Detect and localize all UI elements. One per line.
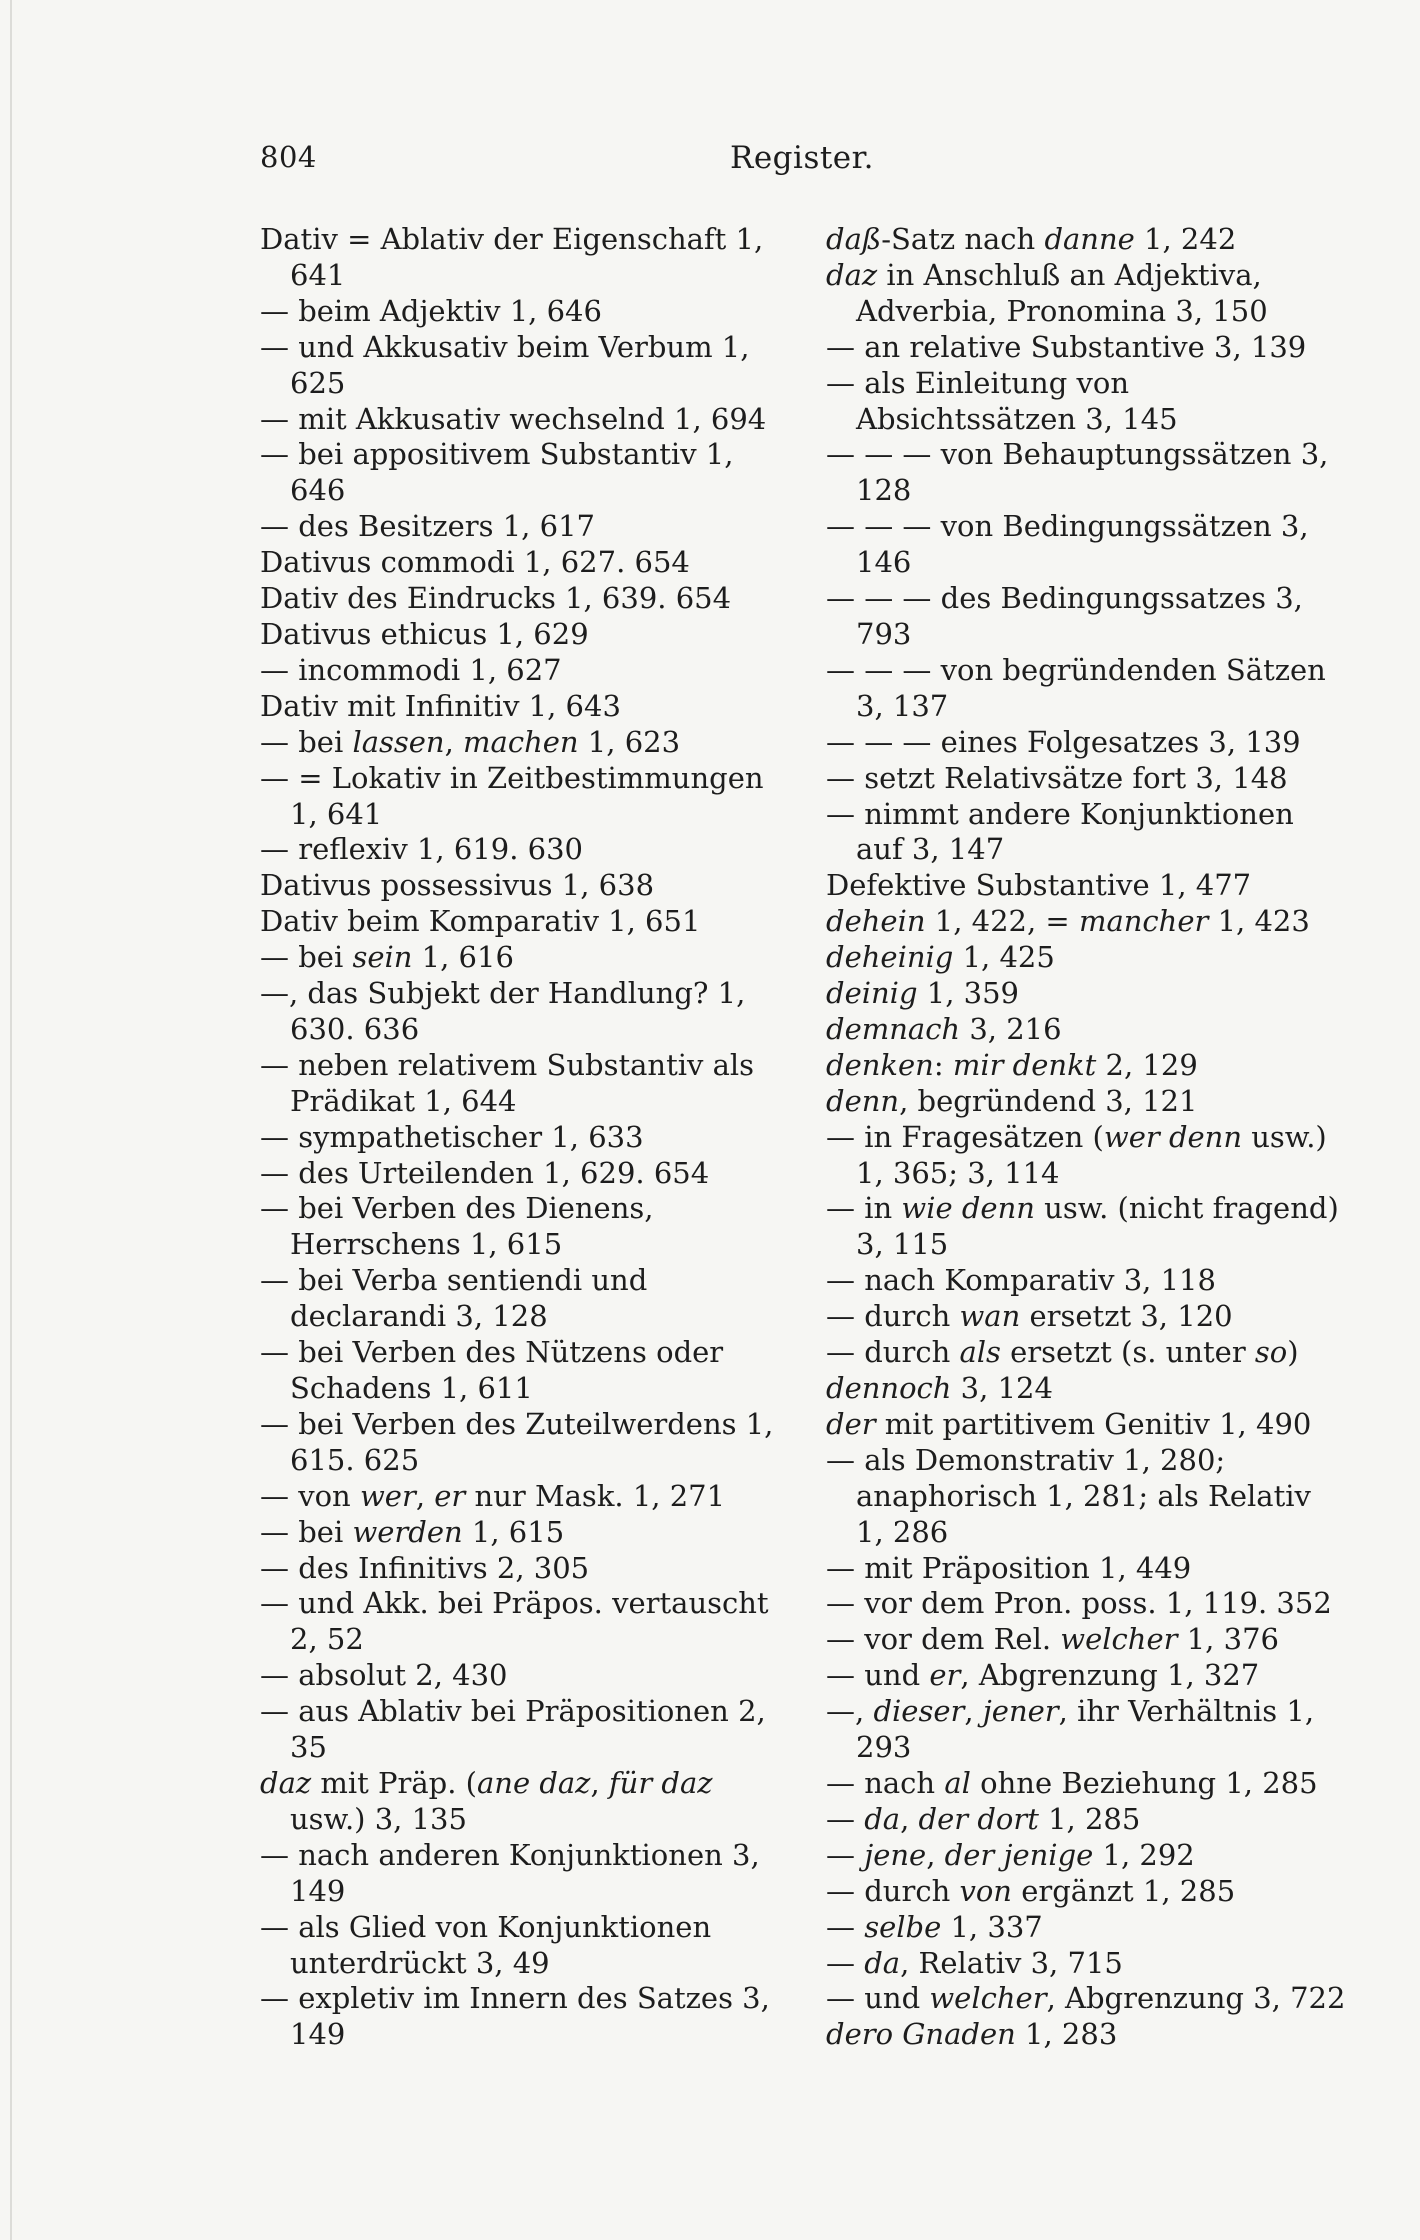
index-entry: —, dieser, jener, ihr Verhältnis 1, 293 — [826, 1694, 1315, 1765]
index-entry: — neben relativem Substantiv als Prädikat 1, 644 — [260, 1047, 755, 1118]
index-entry: Dativus possessivus 1, 638 — [260, 868, 655, 903]
index-entry: — da, der dort 1, 285 — [826, 1801, 1141, 1836]
index-entry: — in wie denn usw. (nicht fragend) 3, 115 — [826, 1191, 1339, 1262]
index-entry: — des Besitzers 1, 617 — [260, 509, 595, 544]
index-entry: — bei werden 1, 615 — [260, 1514, 565, 1549]
index-entry: — bei Verben des Nützens oder Schadens 1, 611 — [260, 1335, 724, 1405]
index-entry: — des Urteilenden 1, 629. 654 — [260, 1155, 710, 1190]
index-entry: — als Glied von Konjunktionen unterdrückt 3, 49 — [260, 1909, 712, 1980]
index-entry: — und Akk. bei Präpos. vertauscht 2, 52 — [260, 1586, 769, 1657]
index-entry: — bei sein 1, 616 — [260, 940, 514, 975]
index-entry: — durch als ersetzt (s. unter so) — [826, 1335, 1299, 1370]
index-entry: daz in Anschluß an Adjektiva, Adverbia, Pronomina 3, 150 — [826, 257, 1268, 328]
index-entry: — incommodi 1, 627 — [260, 652, 562, 687]
index-entry: — nach anderen Konjunktionen 3, 149 — [260, 1837, 760, 1908]
index-entry: — — — von Bedingungssätzen 3, 146 — [826, 509, 1309, 580]
index-entry: — und welcher, Abgrenzung 3, 722 — [826, 1981, 1346, 2016]
index-entry: — bei lassen, machen 1, 623 — [260, 724, 681, 759]
index-entry: — durch wan ersetzt 3, 120 — [826, 1299, 1233, 1334]
index-entry: — des Infinitivs 2, 305 — [260, 1550, 590, 1585]
index-entry: — als Demonstrativ 1, 280; anaphorisch 1, 281; als Relativ 1, 286 — [826, 1442, 1311, 1549]
index-entry: demnach 3, 216 — [826, 1011, 1062, 1046]
index-entry: — da, Relativ 3, 715 — [826, 1945, 1123, 1980]
index-entry: — bei Verba sentiendi und declarandi 3, 128 — [260, 1263, 648, 1334]
index-entry: — setzt Relativsätze fort 3, 148 — [826, 760, 1288, 795]
index-entry: — durch von ergänzt 1, 285 — [826, 1873, 1236, 1908]
index-entry: — expletiv im Innern des Satzes 3, 149 — [260, 1981, 770, 2052]
index-entry: deinig 1, 359 — [826, 976, 1019, 1011]
index-entry: — mit Präposition 1, 449 — [826, 1550, 1192, 1585]
page-number: 804 — [260, 140, 317, 174]
index-entry: — — — von Behauptungssätzen 3, 128 — [826, 437, 1329, 508]
index-column-left — [260, 222, 780, 2053]
index-entry: Dativ mit Infinitiv 1, 643 — [260, 688, 621, 723]
index-entry: — und er, Abgrenzung 1, 327 — [826, 1658, 1260, 1693]
index-entry: — von wer, er nur Mask. 1, 271 — [260, 1478, 726, 1513]
index-entry: — — — des Bedingungssatzes 3, 793 — [826, 581, 1303, 651]
index-entry: — als Einleitung von Absichtssätzen 3, 145 — [826, 365, 1178, 436]
index-entry: deheinig 1, 425 — [826, 940, 1055, 975]
index-entry: — beim Adjektiv 1, 646 — [260, 293, 602, 328]
index-entry: —, das Subjekt der Handlung? 1, 630. 636 — [260, 976, 746, 1046]
index-entry: denn, begründend 3, 121 — [826, 1083, 1198, 1118]
index-entry: denken: mir denkt 2, 129 — [826, 1047, 1198, 1082]
index-entry: — vor dem Pron. poss. 1, 119. 352 — [826, 1586, 1332, 1621]
index-entry: Defektive Substantive 1, 477 — [826, 868, 1252, 903]
index-entry: Dativ = Ablativ der Eigenschaft 1, 641 — [260, 222, 764, 292]
index-entry: — selbe 1, 337 — [826, 1909, 1043, 1944]
index-entry: — absolut 2, 430 — [260, 1658, 508, 1693]
index-entry: — mit Akkusativ wechselnd 1, 694 — [260, 401, 767, 436]
index-entry: — reflexiv 1, 619. 630 — [260, 832, 584, 867]
index-entry: dehein 1, 422, = mancher 1, 423 — [826, 904, 1310, 939]
index-entry: daß-Satz nach danne 1, 242 — [826, 222, 1237, 256]
index-entry: — — — eines Folgesatzes 3, 139 — [826, 724, 1301, 759]
index-entry: — nimmt andere Konjunktionen auf 3, 147 — [826, 796, 1294, 867]
index-column-right — [826, 222, 1346, 2053]
running-title: Register. — [730, 140, 874, 176]
index-entry: — bei Verben des Zuteilwerdens 1, 615. 625 — [260, 1406, 774, 1477]
index-entry: Dativus ethicus 1, 629 — [260, 616, 589, 651]
index-entry: — sympathetischer 1, 633 — [260, 1119, 644, 1154]
index-entry: — an relative Substantive 3, 139 — [826, 329, 1307, 364]
index-entry: — nach al ohne Beziehung 1, 285 — [826, 1765, 1318, 1800]
index-entry: — und Akkusativ beim Verbum 1, 625 — [260, 329, 750, 400]
index-entry: — jene, der jenige 1, 292 — [826, 1837, 1195, 1872]
index-entry: daz mit Präp. (ane daz, für daz usw.) 3, 135 — [260, 1765, 713, 1836]
page-header — [260, 140, 1340, 184]
index-entry: Dativus commodi 1, 627. 654 — [260, 545, 690, 580]
index-entry: der mit partitivem Genitiv 1, 490 — [826, 1406, 1312, 1441]
index-entry: — bei Verben des Dienens, Herrschens 1, 615 — [260, 1191, 654, 1262]
index-entry: — nach Komparativ 3, 118 — [826, 1263, 1216, 1298]
index-entry: — = Lokativ in Zeitbestimmungen 1, 641 — [260, 760, 764, 831]
index-entry: — vor dem Rel. welcher 1, 376 — [826, 1622, 1279, 1657]
page-edge — [10, 0, 12, 2240]
index-entry: — — — von begründenden Sätzen 3, 137 — [826, 652, 1326, 723]
index-entry: — in Fragesätzen (wer denn usw.) 1, 365; 3, 114 — [826, 1119, 1327, 1190]
index-entry: dero Gnaden 1, 283 — [826, 2017, 1118, 2052]
index-entry: Dativ beim Komparativ 1, 651 — [260, 904, 701, 939]
index-entry: — aus Ablativ bei Präpositionen 2, 35 — [260, 1694, 766, 1765]
index-entry: Dativ des Eindrucks 1, 639. 654 — [260, 581, 732, 616]
index-entry: dennoch 3, 124 — [826, 1371, 1053, 1405]
index-entry: — bei appositivem Substantiv 1, 646 — [260, 437, 734, 508]
